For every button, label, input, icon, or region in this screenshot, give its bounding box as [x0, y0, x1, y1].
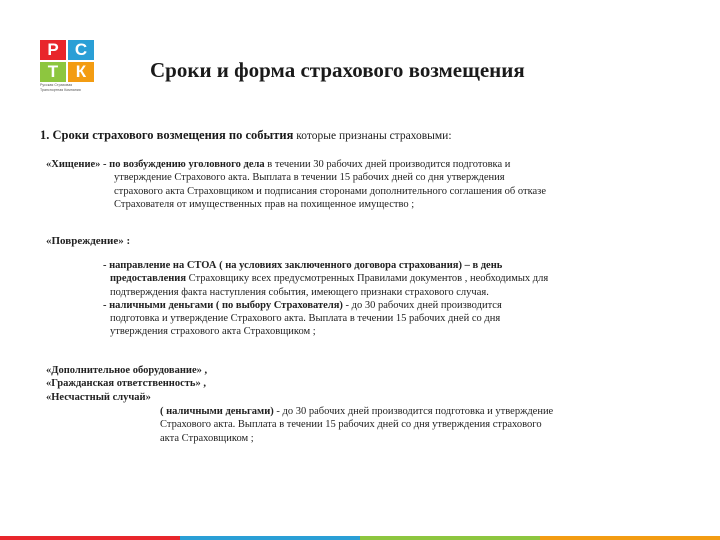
- extra-cash-block: [160, 405, 553, 445]
- damage-stoa-bold: - направление на СТОА ( на условиях заключенного договора страхования) – в день: [103, 260, 503, 271]
- extra-cash-bold: ( наличными деньгами): [160, 406, 274, 417]
- logo-tile-s: С: [68, 40, 94, 60]
- damage-cash-bold: - наличными деньгами ( по выбору Страхователя): [103, 299, 343, 311]
- extra-item: [46, 364, 207, 377]
- logo-caption-line1: Русская Страховая: [40, 83, 73, 87]
- theft-first-line: [46, 158, 546, 171]
- extra-items-block: [46, 364, 207, 404]
- damage-block: [103, 259, 548, 339]
- footer-strip-orange: [540, 536, 720, 540]
- damage-cash-line: утверждения страхового акта Страховщиком ;: [110, 326, 316, 338]
- damage-label: «Повреждение» :: [46, 235, 131, 247]
- theft-line: страхового акта Страховщиком и подписания сторонами дополнительного соглашения об отказе: [114, 185, 546, 197]
- damage-cash-line1: [103, 299, 548, 312]
- company-logo: [40, 40, 96, 92]
- section-heading-bold: 1. Сроки страхового возмещения по события: [40, 128, 294, 142]
- damage-cash-line: подготовка и утверждение Страхового акта. Выплата в течении 15 рабочих дней со дня: [110, 313, 501, 325]
- theft-label: «Хищение» - по возбуждению уголовного дела: [46, 159, 265, 170]
- footer-strip-green: [360, 536, 540, 540]
- logo-tile-t: Т: [40, 62, 66, 82]
- logo-caption-line2: Транспортная Компания: [40, 88, 81, 93]
- extra-cash-rest: - до 30 рабочих дней производится подготовка и утверждение: [273, 406, 554, 417]
- theft-line: Страхователя от имущественных прав на похищенное имущество ;: [114, 198, 415, 210]
- extra-item-label: «Несчастный случай»: [46, 391, 151, 403]
- extra-item-label: «Дополнительное оборудование» ,: [46, 365, 208, 376]
- extra-cash-line: акта Страховщиком ;: [160, 432, 254, 444]
- damage-stoa-line3: подтверждения факта наступления события, имеющего признаки страхового случая.: [110, 286, 489, 298]
- theft-block: [46, 158, 546, 211]
- logo-tile-r: Р: [40, 40, 66, 60]
- damage-stoa-line1: [103, 259, 548, 272]
- logo-tile-k: К: [68, 62, 94, 82]
- footer-strip-red: [0, 536, 180, 540]
- logo-grid: [40, 40, 96, 82]
- extra-cash-line1: [160, 405, 553, 418]
- theft-first-line-rest: в течении 30 рабочих дней производится подготовка и: [264, 159, 511, 170]
- section-heading-normal: которые признаны страховыми:: [293, 130, 452, 142]
- theft-line: утверждение Страхового акта. Выплата в течении 15 рабочих дней со дня утверждения: [114, 172, 505, 184]
- extra-cash-line: Страхового акта. Выплата в течении 15 рабочих дней со дня утверждения страхового: [160, 419, 542, 431]
- extra-item: [46, 391, 207, 404]
- extra-item-label: «Гражданская ответственность» ,: [46, 378, 206, 390]
- footer-strip-blue: [180, 536, 360, 540]
- damage-stoa-line2: [103, 272, 548, 285]
- damage-label-block: [46, 235, 130, 248]
- extra-item: [46, 377, 207, 390]
- damage-stoa-line2-bold: предоставления: [110, 273, 187, 285]
- page-title: Сроки и форма страхового возмещения: [150, 58, 525, 82]
- damage-stoa-line2-rest: Страховщику всех предусмотренных Правилами документов , необходимых для: [186, 273, 549, 285]
- section-heading: [40, 128, 700, 143]
- damage-cash-rest: - до 30 рабочих дней производится: [342, 299, 502, 311]
- footer-color-strip: [0, 536, 720, 540]
